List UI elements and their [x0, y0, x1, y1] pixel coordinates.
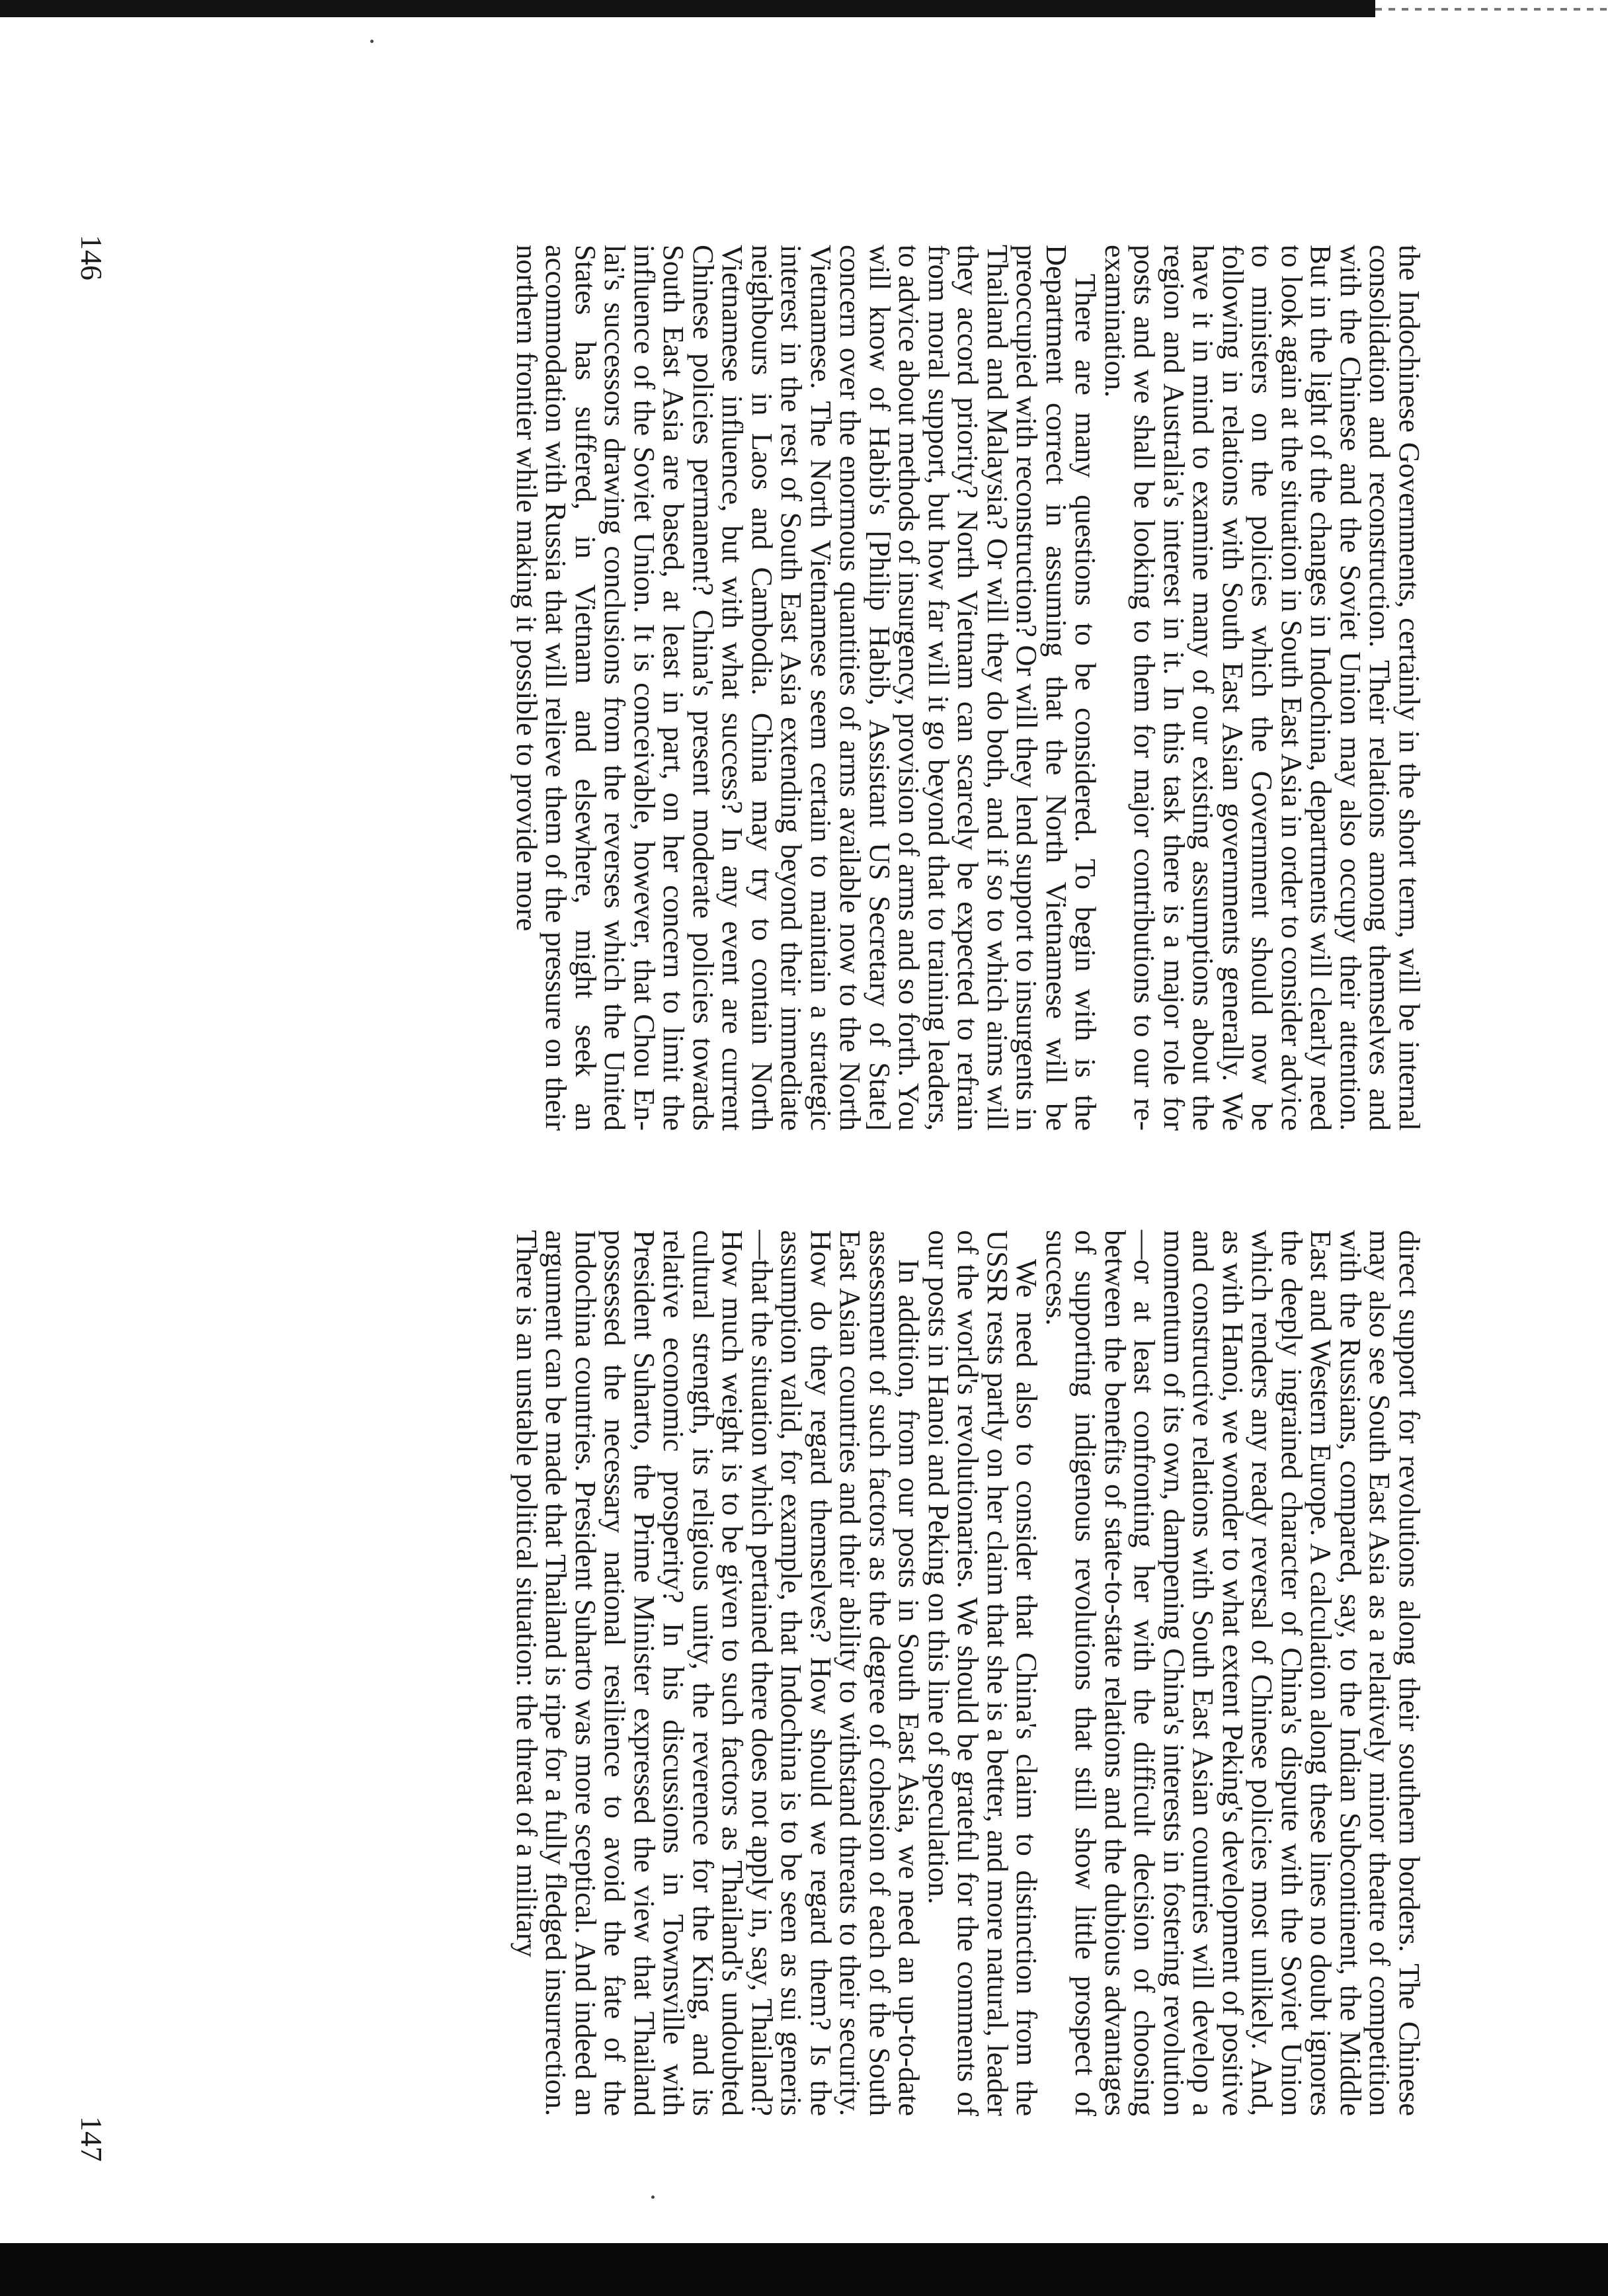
right-page-text-column	[115, 1230, 1424, 2116]
page-number-left: 146	[75, 235, 108, 280]
scan-bottom-border	[0, 2243, 1608, 2296]
paragraph: We need also to consider that China's claim to distinction from the USSR rests partly on her claim that she is a better, and more natural, leader of the world's revolutionaries. We should be grateful for the comments of our posts in Hanoi and Peking on this line of speculation.	[922, 1230, 1044, 2116]
paragraph: There are many questions to be considered. To begin with is the Department correct in assuming that the North Vietnamese will be preoccupied with reconstruction? Or will they lend support to insurgents in Thailand and Malaysia? Or will they do both, and if so to which aims will they accord priority? North Vietnam can scarcely be expected to refrain from moral support, but how far will it go beyond that to training leaders, to advice about methods of insurgency, provision of arms and so forth. You will know of Habib's [Philip Habib, Assistant US Secretary of State] concern over the enormous quantities of arms available now to the North Vietnamese. The North Vietnamese seem certain to maintain a strategic interest in the rest of South East Asia extending beyond their immediate neighbours in Laos and Cambodia. China may try to contain North Vietnamese influence, but with what success? In any event are current Chinese policies permanent? China's present moderate policies towards South East Asia are based, at least in part, on her concern to limit the influence of the Soviet Union. It is conceivable, however, that Chou En-lai's successors drawing conclusions from the reverses which the United States has suffered, in Vietnam and elsewhere, might seek an accommodation with Russia that will relieve them of the pressure on their northern frontier while making it possible to provide more	[510, 245, 1103, 1131]
scan-speck	[651, 2195, 655, 2199]
paragraph: the Indochinese Governments, certainly in the short term, will be internal consolidation and reconstruction. Their relations among themselves and with the Chinese and the Soviet Union may also occupy their attention. But in the light of the changes in Indochina, departments will clearly need to look again at the situation in South East Asia in order to consider advice to ministers on the policies which the Government should now be following in relations with South East Asian governments generally. We have it in mind to examine many of our existing assumptions about the region and Australia's interest in it. In this task there is a major role for posts and we shall be looking to them for major contributions to our re-examination.	[1099, 245, 1426, 1131]
scan-top-border-fade	[1375, 8, 1608, 11]
scan-speck	[370, 40, 374, 43]
paragraph: direct support for revolutions along their southern borders. The Chinese may also see South East Asia as a relatively minor theatre of competition with the Russians, compared, say, to the Indian Subcontinent, the Middle East and Western Europe. A calculation along these lines no doubt ignores the deeply ingrained character of China's dispute with the Soviet Union which renders any ready reversal of Chinese policies most unlikely. And, as with Hanoi, we wonder to what extent Peking's development of positive and constructive relations with South East Asian countries will develop a momentum of its own, dampening China's interests in fostering revolution—or at least confronting her with the difficult decision of choosing between the benefits of state-to-state relations and the dubious advantages of supporting indigenous revolutions that still show little prospect of success.	[1040, 1230, 1426, 2116]
left-page-text-column	[115, 245, 1424, 1131]
scan-top-border	[0, 0, 1375, 17]
page-number-right: 147	[75, 2116, 108, 2162]
paragraph: In addition, from our posts in South East Asia, we need an up-to-date assessment of such factors as the degree of cohesion of each of the South East Asian countries and their ability to withstand threats to their security. How do they regard themselves? How should we regard them? Is the assumption valid, for example, that Indochina is to be seen as sui generis—that the situation which pertained there does not apply in, say, Thailand? How much weight is to be given to such factors as Thailand's undoubted cultural strength, its religious unity, the reverence for the King, and its relative economic prosperity? In his discussions in Townsville with President Suharto, the Prime Minister expressed the view that Thailand possessed the necessary national resilience to avoid the fate of the Indochina countries. President Suharto was more sceptical. And indeed an argument can be made that Thailand is ripe for a fully fledged insurrection. There is an unstable political situation: the threat of a military	[510, 1230, 926, 2116]
